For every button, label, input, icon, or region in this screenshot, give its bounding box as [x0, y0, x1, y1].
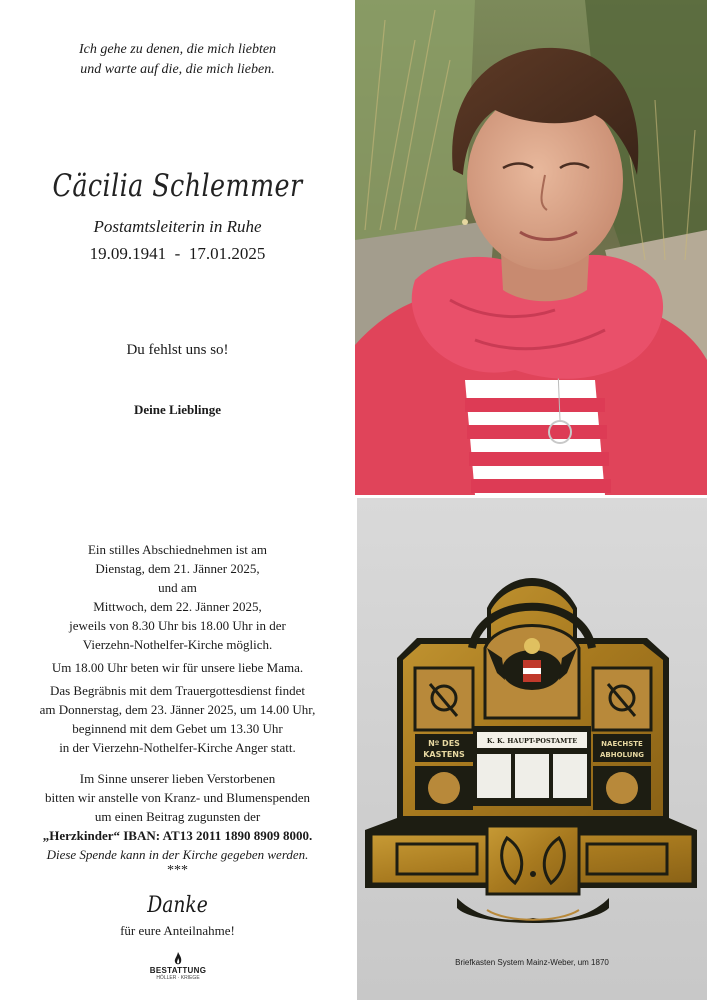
- funeral-line: am Donnerstag, dem 23. Jänner 2025, um 14.00 Uhr,: [39, 702, 316, 717]
- separator-stars: ***: [167, 863, 188, 878]
- donation-bank: „Herzkinder“ IBAN: AT13 2011 1890 8909 8000.: [42, 828, 313, 843]
- logo-name: BESTATTUNG: [149, 966, 207, 975]
- undertaker-logo: [149, 952, 207, 992]
- farewell-line: Mittwoch, dem 22. Jänner 2025,: [93, 599, 262, 614]
- farewell-line: jeweils von 8.30 Uhr bis 18.00 Uhr in der: [69, 618, 286, 633]
- funeral-line: Das Begräbnis mit dem Trauergottesdienst findet: [49, 683, 306, 698]
- deceased-title: Postamtsleiterin in Ruhe: [93, 217, 262, 236]
- donation-line: Im Sinne unserer lieben Verstorbenen: [79, 771, 276, 786]
- motto-line: und warte auf die, die mich lieben.: [80, 62, 275, 77]
- motto: [0, 40, 355, 80]
- funeral-line: in der Vierzehn-Nothelfer-Kirche Anger statt.: [59, 740, 296, 755]
- plate-text: K. K. HAUPT-POSTAMTE: [486, 737, 578, 745]
- flame-icon: [173, 952, 183, 966]
- donation-block: [0, 769, 355, 864]
- label-left-1: Nº DES: [428, 739, 460, 748]
- label-left-2: KASTENS: [423, 750, 465, 759]
- motto-line: Ich gehe zu denen, die mich liebten: [78, 42, 277, 57]
- postbox-image: [357, 498, 707, 1000]
- donation-note: Diese Spende kann in der Kirche gegeben werden.: [46, 847, 309, 862]
- life-dates: 19.09.1941 - 17.01.2025: [89, 244, 266, 263]
- deceased-name: Cäcilia Schlemmer: [52, 168, 303, 204]
- farewell-line: Vierzehn-Nothelfer-Kirche möglich.: [82, 637, 273, 652]
- miss-message: Du fehlst uns so!: [126, 342, 229, 358]
- danke: Danke: [147, 893, 208, 918]
- donation-line: um einen Beitrag zugunsten der: [94, 809, 261, 824]
- portrait-photo: [355, 0, 707, 495]
- farewell-line: und am: [158, 580, 197, 595]
- label-right-2: ABHOLUNG: [599, 751, 645, 759]
- farewell-block: [0, 540, 355, 677]
- farewell-line: Ein stilles Abschiednehmen ist am: [87, 542, 268, 557]
- thanks-line: für eure Anteilnahme!: [120, 923, 235, 938]
- postbox-photo: [357, 498, 707, 1000]
- farewell-line: Um 18.00 Uhr beten wir für unsere liebe Mama.: [51, 660, 304, 675]
- signature: Deine Lieblinge: [133, 402, 222, 417]
- portrait-image: [355, 0, 707, 495]
- funeral-block: [0, 681, 355, 757]
- donation-line: bitten wir anstelle von Kranz- und Blumenspenden: [45, 790, 310, 805]
- funeral-line: beginnend mit dem Gebet um 13.30 Uhr: [72, 721, 283, 736]
- postbox-caption: Briefkasten System Mainz-Weber, um 1870: [455, 958, 609, 967]
- logo-sub: HÖLLER · KRIEGE: [156, 975, 200, 981]
- farewell-line: Dienstag, dem 21. Jänner 2025,: [95, 561, 260, 576]
- label-right-1: NAECHSTE: [601, 740, 643, 748]
